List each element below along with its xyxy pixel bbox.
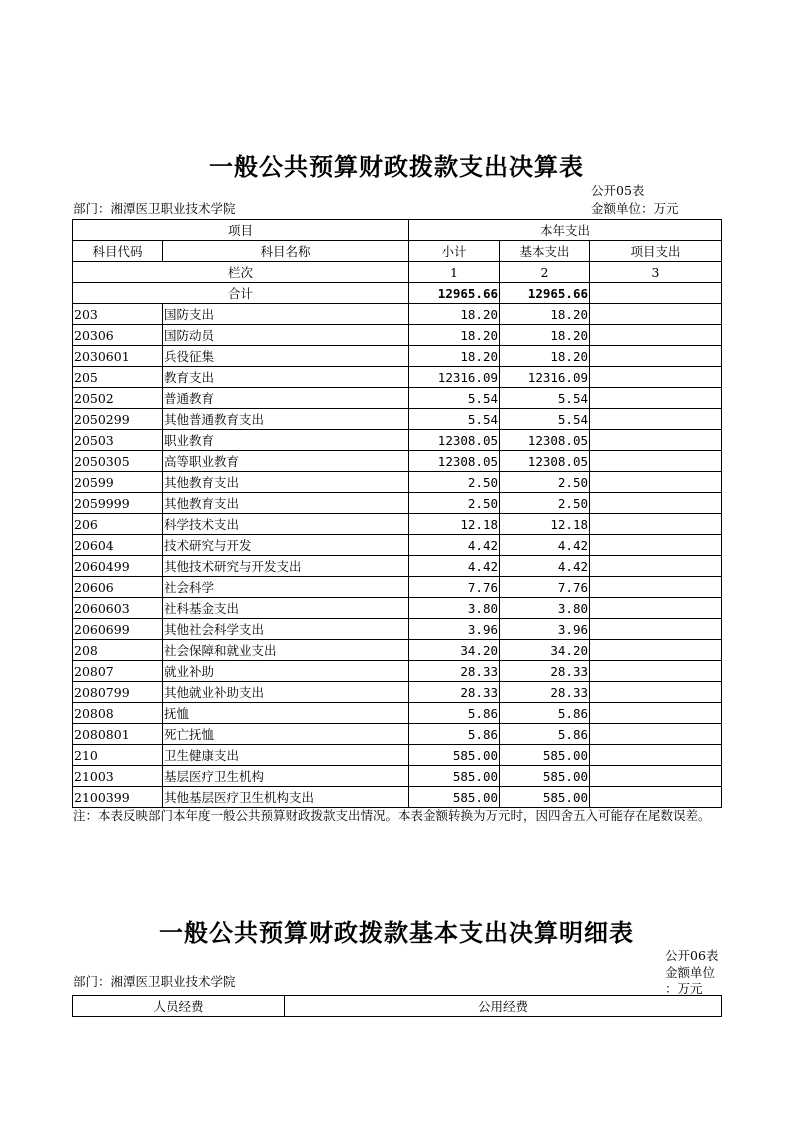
row-subtotal: 12.18 bbox=[409, 514, 500, 535]
row-name: 技术研究与开发 bbox=[163, 535, 409, 556]
row-basic: 4.42 bbox=[500, 556, 590, 577]
form-number: 公开05表 bbox=[591, 183, 645, 198]
row-code: 2080801 bbox=[73, 724, 163, 745]
row-basic: 5.86 bbox=[500, 724, 590, 745]
total-project bbox=[590, 283, 722, 304]
row-name: 国防动员 bbox=[163, 325, 409, 346]
table-row bbox=[73, 703, 722, 724]
row-code: 203 bbox=[73, 304, 163, 325]
row-subtotal: 3.96 bbox=[409, 619, 500, 640]
row-basic: 585.00 bbox=[500, 787, 590, 808]
table-row bbox=[73, 535, 722, 556]
column-number-row bbox=[73, 262, 722, 283]
row-name: 社会科学 bbox=[163, 577, 409, 598]
table-row bbox=[73, 787, 722, 808]
row-project bbox=[590, 388, 722, 409]
table-row bbox=[73, 514, 722, 535]
row-subtotal: 18.20 bbox=[409, 346, 500, 367]
header-basic: 基本支出 bbox=[500, 241, 590, 262]
row-subtotal: 18.20 bbox=[409, 325, 500, 346]
row-subtotal: 28.33 bbox=[409, 682, 500, 703]
table-row bbox=[73, 430, 722, 451]
table-row bbox=[73, 388, 722, 409]
table-row bbox=[73, 493, 722, 514]
row-project bbox=[590, 325, 722, 346]
row-subtotal: 12308.05 bbox=[409, 430, 500, 451]
row-code: 2100399 bbox=[73, 787, 163, 808]
header-row-1 bbox=[73, 220, 722, 241]
row-name: 其他普通教育支出 bbox=[163, 409, 409, 430]
row-basic: 2.50 bbox=[500, 493, 590, 514]
row-code: 20807 bbox=[73, 661, 163, 682]
row-basic: 12.18 bbox=[500, 514, 590, 535]
row-project bbox=[590, 682, 722, 703]
table-row bbox=[73, 325, 722, 346]
column-label: 栏次 bbox=[73, 262, 409, 283]
row-name: 其他教育支出 bbox=[163, 493, 409, 514]
row-project bbox=[590, 346, 722, 367]
table-row bbox=[73, 346, 722, 367]
row-project bbox=[590, 409, 722, 430]
row-name: 其他就业补助支出 bbox=[163, 682, 409, 703]
detail-header-row bbox=[73, 996, 722, 1017]
row-basic: 34.20 bbox=[500, 640, 590, 661]
header-project-exp: 项目支出 bbox=[590, 241, 722, 262]
row-code: 21003 bbox=[73, 766, 163, 787]
second-table-title: 一般公共预算财政拨款基本支出决算明细表 bbox=[159, 918, 634, 947]
header-personnel: 人员经费 bbox=[73, 996, 285, 1017]
row-basic: 5.54 bbox=[500, 409, 590, 430]
table-row bbox=[73, 598, 722, 619]
basic-expenditure-detail-table bbox=[72, 995, 722, 1017]
header-current-year: 本年支出 bbox=[409, 220, 722, 241]
row-code: 210 bbox=[73, 745, 163, 766]
table-row bbox=[73, 682, 722, 703]
row-project bbox=[590, 493, 722, 514]
column-number-1: 1 bbox=[409, 262, 500, 283]
row-subtotal: 12316.09 bbox=[409, 367, 500, 388]
second-department-label: 部门：湘潭医卫职业技术学院 bbox=[73, 974, 236, 989]
row-name: 高等职业教育 bbox=[163, 451, 409, 472]
header-public: 公用经费 bbox=[285, 996, 722, 1017]
row-subtotal: 585.00 bbox=[409, 766, 500, 787]
header-row-2 bbox=[73, 241, 722, 262]
row-name: 普通教育 bbox=[163, 388, 409, 409]
table-row bbox=[73, 619, 722, 640]
row-subtotal: 2.50 bbox=[409, 472, 500, 493]
row-project bbox=[590, 451, 722, 472]
row-project bbox=[590, 556, 722, 577]
total-row bbox=[73, 283, 722, 304]
row-subtotal: 5.86 bbox=[409, 724, 500, 745]
row-basic: 2.50 bbox=[500, 472, 590, 493]
row-basic: 3.80 bbox=[500, 598, 590, 619]
row-basic: 585.00 bbox=[500, 766, 590, 787]
row-code: 208 bbox=[73, 640, 163, 661]
row-project bbox=[590, 535, 722, 556]
row-basic: 12308.05 bbox=[500, 430, 590, 451]
row-code: 20503 bbox=[73, 430, 163, 451]
table-row bbox=[73, 724, 722, 745]
table-row bbox=[73, 766, 722, 787]
row-code: 2080799 bbox=[73, 682, 163, 703]
table-row bbox=[73, 451, 722, 472]
row-code: 2050305 bbox=[73, 451, 163, 472]
header-subtotal: 小计 bbox=[409, 241, 500, 262]
row-code: 20599 bbox=[73, 472, 163, 493]
row-basic: 18.20 bbox=[500, 304, 590, 325]
total-label: 合计 bbox=[73, 283, 409, 304]
row-name: 就业补助 bbox=[163, 661, 409, 682]
row-project bbox=[590, 472, 722, 493]
row-project bbox=[590, 514, 722, 535]
row-code: 2060603 bbox=[73, 598, 163, 619]
row-project bbox=[590, 619, 722, 640]
row-basic: 18.20 bbox=[500, 346, 590, 367]
row-project bbox=[590, 661, 722, 682]
row-name: 死亡抚恤 bbox=[163, 724, 409, 745]
row-subtotal: 3.80 bbox=[409, 598, 500, 619]
row-project bbox=[590, 766, 722, 787]
row-name: 兵役征集 bbox=[163, 346, 409, 367]
row-basic: 5.86 bbox=[500, 703, 590, 724]
table-row bbox=[73, 367, 722, 388]
column-number-3: 3 bbox=[590, 262, 722, 283]
header-project: 项目 bbox=[73, 220, 409, 241]
row-subtotal: 5.86 bbox=[409, 703, 500, 724]
row-code: 20606 bbox=[73, 577, 163, 598]
row-name: 其他教育支出 bbox=[163, 472, 409, 493]
table-row bbox=[73, 556, 722, 577]
row-subtotal: 4.42 bbox=[409, 535, 500, 556]
unit-label: 金额单位：万元 bbox=[591, 201, 679, 216]
header-name: 科目名称 bbox=[163, 241, 409, 262]
second-unit-label-2: ：万元 bbox=[665, 981, 703, 996]
row-project bbox=[590, 745, 722, 766]
table-row bbox=[73, 409, 722, 430]
row-subtotal: 7.76 bbox=[409, 577, 500, 598]
row-code: 205 bbox=[73, 367, 163, 388]
row-subtotal: 4.42 bbox=[409, 556, 500, 577]
row-subtotal: 585.00 bbox=[409, 787, 500, 808]
row-project bbox=[590, 598, 722, 619]
row-subtotal: 2.50 bbox=[409, 493, 500, 514]
total-subtotal: 12965.66 bbox=[409, 283, 500, 304]
row-name: 其他社会科学支出 bbox=[163, 619, 409, 640]
total-basic: 12965.66 bbox=[500, 283, 590, 304]
expenditure-table bbox=[72, 219, 722, 808]
row-name: 教育支出 bbox=[163, 367, 409, 388]
row-basic: 12316.09 bbox=[500, 367, 590, 388]
row-name: 社科基金支出 bbox=[163, 598, 409, 619]
row-subtotal: 28.33 bbox=[409, 661, 500, 682]
table-row bbox=[73, 661, 722, 682]
row-code: 20502 bbox=[73, 388, 163, 409]
row-subtotal: 5.54 bbox=[409, 388, 500, 409]
table-row bbox=[73, 640, 722, 661]
row-project bbox=[590, 577, 722, 598]
row-name: 职业教育 bbox=[163, 430, 409, 451]
row-subtotal: 12308.05 bbox=[409, 451, 500, 472]
row-basic: 3.96 bbox=[500, 619, 590, 640]
row-project bbox=[590, 430, 722, 451]
row-code: 2050299 bbox=[73, 409, 163, 430]
row-code: 2030601 bbox=[73, 346, 163, 367]
header-code: 科目代码 bbox=[73, 241, 163, 262]
row-subtotal: 585.00 bbox=[409, 745, 500, 766]
row-name: 卫生健康支出 bbox=[163, 745, 409, 766]
row-code: 20604 bbox=[73, 535, 163, 556]
row-project bbox=[590, 367, 722, 388]
row-project bbox=[590, 703, 722, 724]
table-row bbox=[73, 745, 722, 766]
row-basic: 7.76 bbox=[500, 577, 590, 598]
row-name: 科学技术支出 bbox=[163, 514, 409, 535]
row-basic: 12308.05 bbox=[500, 451, 590, 472]
row-project bbox=[590, 787, 722, 808]
row-basic: 28.33 bbox=[500, 682, 590, 703]
row-subtotal: 18.20 bbox=[409, 304, 500, 325]
second-unit-label-1: 金额单位 bbox=[665, 965, 716, 980]
row-code: 2059999 bbox=[73, 493, 163, 514]
row-code: 206 bbox=[73, 514, 163, 535]
row-basic: 18.20 bbox=[500, 325, 590, 346]
table-row bbox=[73, 304, 722, 325]
page-title: 一般公共预算财政拨款支出决算表 bbox=[209, 152, 584, 181]
row-basic: 28.33 bbox=[500, 661, 590, 682]
row-basic: 585.00 bbox=[500, 745, 590, 766]
row-basic: 4.42 bbox=[500, 535, 590, 556]
row-subtotal: 5.54 bbox=[409, 409, 500, 430]
row-name: 基层医疗卫生机构 bbox=[163, 766, 409, 787]
row-code: 20306 bbox=[73, 325, 163, 346]
row-subtotal: 34.20 bbox=[409, 640, 500, 661]
row-code: 20808 bbox=[73, 703, 163, 724]
column-number-2: 2 bbox=[500, 262, 590, 283]
row-name: 其他基层医疗卫生机构支出 bbox=[163, 787, 409, 808]
row-name: 国防支出 bbox=[163, 304, 409, 325]
row-code: 2060499 bbox=[73, 556, 163, 577]
row-project bbox=[590, 304, 722, 325]
row-code: 2060699 bbox=[73, 619, 163, 640]
table-row bbox=[73, 577, 722, 598]
second-form-number: 公开06表 bbox=[665, 948, 719, 963]
table-row bbox=[73, 472, 722, 493]
row-name: 抚恤 bbox=[163, 703, 409, 724]
footnote: 注：本表反映部门本年度一般公共预算财政拨款支出情况。本表金额转换为万元时，因四舍五入可能存在尾数误差。 bbox=[73, 808, 711, 823]
department-label: 部门：湘潭医卫职业技术学院 bbox=[73, 201, 236, 216]
row-project bbox=[590, 640, 722, 661]
row-name: 社会保障和就业支出 bbox=[163, 640, 409, 661]
row-project bbox=[590, 724, 722, 745]
row-basic: 5.54 bbox=[500, 388, 590, 409]
row-name: 其他技术研究与开发支出 bbox=[163, 556, 409, 577]
